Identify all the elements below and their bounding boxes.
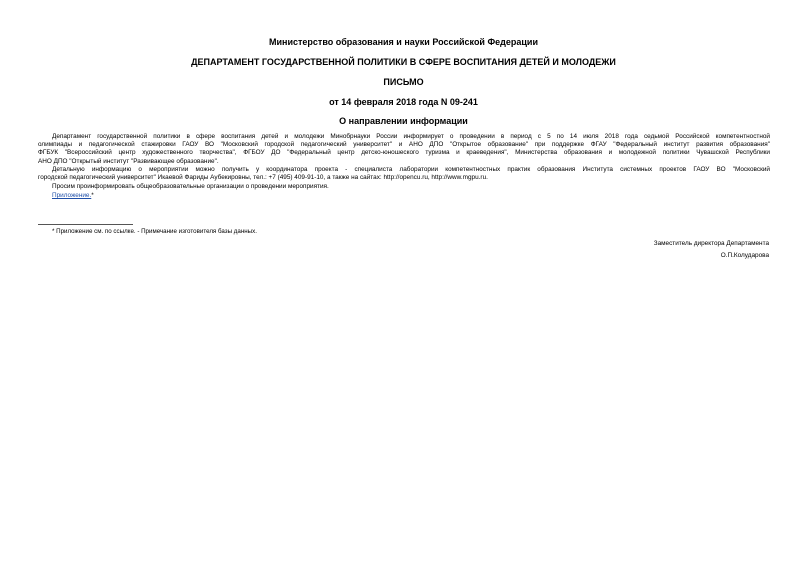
department-title: ДЕПАРТАМЕНТ ГОСУДАРСТВЕННОЙ ПОЛИТИКИ В СФЕРЕ ВОСПИТАНИЯ ДЕТЕЙ И МОЛОДЕЖИ <box>191 57 616 67</box>
paragraph-1-line-1: Департамент государственной политики в сфере воспитания детей и молодежи Минобрнауки России информирует о проведении в период с 5 по 14 июля 2018 года седьмой Российской компетентностной <box>52 133 770 140</box>
document-body <box>38 133 770 201</box>
document-type: ПИСЬМО <box>383 77 424 87</box>
document-date-number: от 14 февраля 2018 года N 09-241 <box>329 97 478 107</box>
paragraph-3: Просим проинформировать общеобразовательные организации о проведении мероприятия. <box>52 183 329 191</box>
paragraph-1-line-2: олимпиады и педагогической стажировки ГАОУ ВО "Московский городской педагогический университет" и АНО ДПО "Открытое образование" при поддержке ФГАУ "Федеральный институт развития образования" <box>38 141 770 149</box>
paragraph-1-line-4: АНО ДПО "Открытый институт "Развивающее образование". <box>38 157 219 165</box>
footnote: * Приложение см. по ссылке. - Примечание изготовителя базы данных. <box>52 228 257 235</box>
signature-block <box>654 238 769 262</box>
paragraph-2-line-1: Детальную информацию о мероприятии можно получить у координатора проекта - специалиста лаборатории компетентностных практик образования Института системных проектов ГАОУ ВО "Московский <box>52 165 770 173</box>
signature-position: Заместитель директора Департамента <box>653 240 769 247</box>
ministry-title: Министерство образования и науки Российской Федерации <box>269 37 538 47</box>
appendix-mark: * <box>91 192 94 200</box>
document-subject: О направлении информации <box>339 116 468 126</box>
footnote-divider <box>38 224 133 225</box>
paragraph-2-line-2: городской педагогический университет" Икаевой Фариды Аубекировны, тел.: +7 (495) 409-91-10, а также на сайтах: http://opencu.ru, http://www.mgpu.ru. <box>38 174 488 182</box>
paragraph-1-line-3: ФГБУК "Всероссийский центр художественного творчества", ФГБОУ ДО "Федеральный центр детско-юношеского туризма и краеведения", Министерства образования и молодежной политики Чувашской Республики <box>38 149 770 157</box>
appendix-line <box>38 192 770 200</box>
appendix-link[interactable]: Приложение. <box>52 192 92 200</box>
signature-name: О.П.Колударова <box>720 252 769 259</box>
